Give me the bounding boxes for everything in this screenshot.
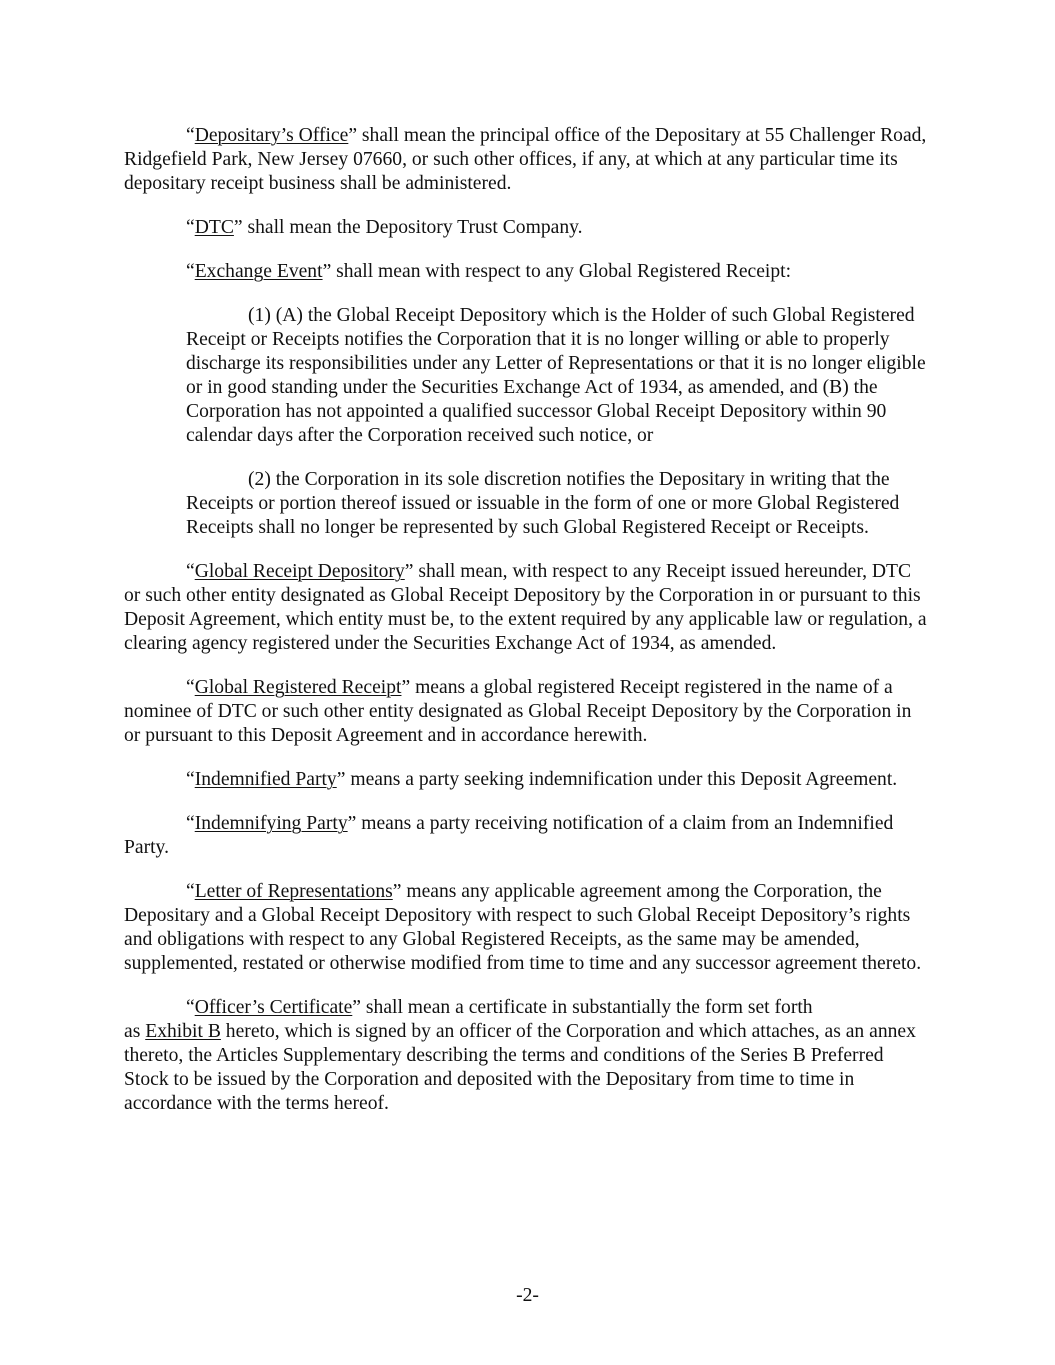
definition-paragraph	[124, 996, 932, 1116]
paragraph-text: “	[186, 217, 195, 238]
definition-paragraph	[124, 260, 932, 284]
paragraph-text: “	[186, 561, 195, 582]
paragraph-text: ” shall mean, with respect to any Receipt issued hereunder, DTC or such other entity designated as Global Receipt Depository by the Corporation in or pursuant to this Deposit Agreement, which entity must be, to the extent required by any applicable law or regulation, a clearing agency registered under the Securities Exchange Act of 1934, as amended.	[124, 561, 927, 654]
defined-term: Global Receipt Depository	[194, 561, 405, 582]
defined-term: Exhibit B	[145, 1021, 221, 1042]
definition-paragraph	[124, 880, 932, 976]
paragraph-text: ” means any applicable agreement among the Corporation, the Depositary and a Global Receipt Depository with respect to such Global Receipt Depository’s rights and obligations with respect to any Global Registered Receipts, as the same may be amended, supplemented, restated or otherwise modified from time to time and any successor agreement thereto.	[124, 881, 922, 974]
definition-paragraph	[124, 560, 932, 656]
paragraph-text: as	[124, 1021, 146, 1042]
defined-term: Exchange Event	[194, 261, 323, 282]
paragraph-text: “	[186, 813, 195, 834]
paragraph-text: “	[186, 261, 195, 282]
paragraph-text: ” shall mean the Depository Trust Company.	[233, 217, 583, 238]
document-body	[124, 124, 932, 1136]
page-number: -2-	[516, 1285, 539, 1306]
paragraph-text: ” means a party receiving notification of a claim from an Indemnified Party.	[124, 813, 894, 858]
paragraph-text: ” shall mean the principal office of the Depositary at 55 Challenger Road, Ridgefield Park, New Jersey 07660, or such other offices, if any, at which at any particular time its depositary receipt business shall be administered.	[124, 125, 927, 194]
paragraph-text: ” shall mean a certificate in substantially the form set forth	[352, 997, 813, 1018]
paragraph-text: “	[186, 997, 195, 1018]
defined-term: Indemnifying Party	[194, 813, 348, 834]
paragraph-text: ” means a party seeking indemnification under this Deposit Agreement.	[336, 769, 898, 790]
paragraph-text: (1) (A) the Global Receipt Depository which is the Holder of such Global Registered Receipt or Receipts notifies the Corporation that it is no longer willing or able to properly discharge its responsibilities under any Letter of Representations or that it is no longer eligible or in good standing under the Securities Exchange Act of 1934, as amended, and (B) the Corporation has not appointed a qualified successor Global Receipt Depository within 90 calendar days after the Corporation received such notice, or	[186, 305, 926, 446]
definition-paragraph	[124, 216, 932, 240]
defined-term: DTC	[194, 217, 234, 238]
sub-clause	[186, 304, 932, 448]
paragraph-text: “	[186, 677, 195, 698]
definition-paragraph	[124, 676, 932, 748]
paragraph-text: “	[186, 881, 195, 902]
paragraph-text: “	[186, 769, 195, 790]
definition-paragraph	[124, 124, 932, 196]
definition-paragraph	[124, 768, 932, 792]
defined-term: Depositary’s Office	[194, 125, 349, 146]
sub-clause	[186, 468, 932, 540]
paragraph-text: ” shall mean with respect to any Global Registered Receipt:	[322, 261, 792, 282]
defined-term: Letter of Representations	[194, 881, 393, 902]
defined-term: Officer’s Certificate	[194, 997, 353, 1018]
paragraph-text: hereto, which is signed by an officer of the Corporation and which attaches, as an annex thereto, the Articles Supplementary describing the terms and conditions of the Series B Preferred Stock to be issued by the Corporation and deposited with the Depositary from time to time in accordance with the terms hereof.	[124, 1021, 916, 1114]
paragraph-text: ” means a global registered Receipt registered in the name of a nominee of DTC or such other entity designated as Global Receipt Depository by the Corporation in or pursuant to this Deposit Agreement and in accordance herewith.	[124, 677, 912, 746]
paragraph-text: “	[186, 125, 195, 146]
definition-paragraph	[124, 812, 932, 860]
defined-term: Global Registered Receipt	[194, 677, 402, 698]
paragraph-text: (2) the Corporation in its sole discretion notifies the Depositary in writing that the Receipts or portion thereof issued or issuable in the form of one or more Global Registered Receipts shall no longer be represented by such Global Registered Receipt or Receipts.	[186, 469, 900, 538]
defined-term: Indemnified Party	[194, 769, 337, 790]
